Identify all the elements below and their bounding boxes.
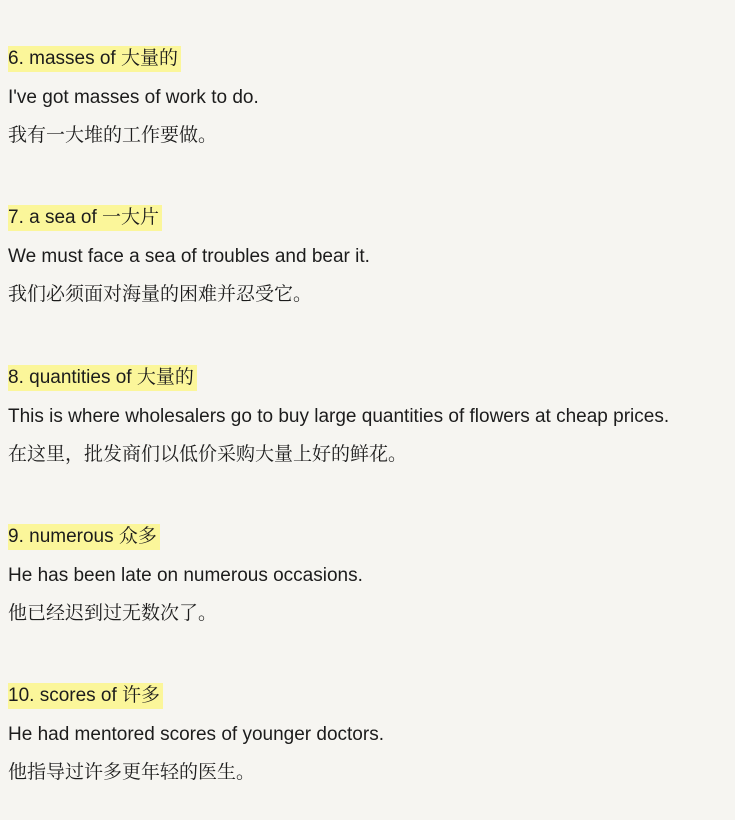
entry-heading: 10. scores of 许多 xyxy=(8,683,163,709)
example-english: This is where wholesalers go to buy large quantities of flowers at cheap prices. xyxy=(8,406,670,427)
example-english: He had mentored scores of younger doctors. xyxy=(8,724,384,745)
example-chinese: 我们必须面对海量的困难并忍受它。 xyxy=(8,284,313,305)
entry-scores-of xyxy=(8,683,733,786)
example-chinese: 他已经迟到过无数次了。 xyxy=(8,603,218,624)
entry-masses-of xyxy=(8,46,733,149)
example-chinese: 我有一大堆的工作要做。 xyxy=(8,125,218,146)
entry-quantities-of xyxy=(8,365,733,468)
example-chinese: 在这里，批发商们以低价采购大量上好的鲜花。 xyxy=(8,444,408,465)
example-english: We must face a sea of troubles and bear it. xyxy=(8,246,370,267)
entry-heading: 9. numerous 众多 xyxy=(8,524,160,550)
entry-a-sea-of xyxy=(8,205,733,308)
entry-heading: 6. masses of 大量的 xyxy=(8,46,181,72)
example-chinese: 他指导过许多更年轻的医生。 xyxy=(8,762,256,783)
example-english: I've got masses of work to do. xyxy=(8,87,259,108)
example-english: He has been late on numerous occasions. xyxy=(8,565,363,586)
entry-heading: 8. quantities of 大量的 xyxy=(8,365,197,391)
entry-heading: 7. a sea of 一大片 xyxy=(8,205,162,231)
entry-numerous xyxy=(8,524,733,627)
